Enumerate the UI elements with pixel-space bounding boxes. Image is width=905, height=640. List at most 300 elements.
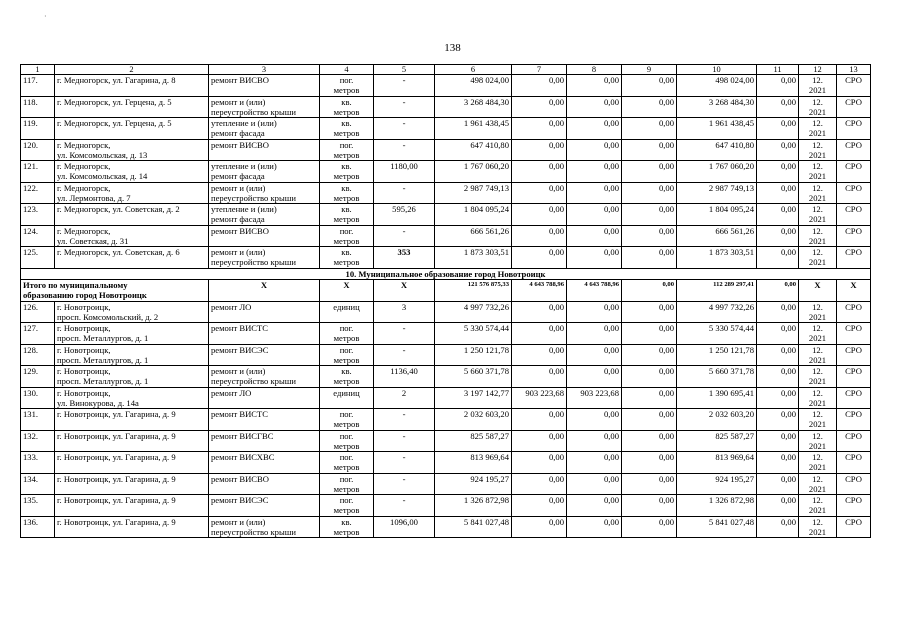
fund-col-10-cell-line: 1 961 438,45 [708,118,754,128]
address-cell-line: г. Медногорск, [57,225,111,236]
total-cost-cell [435,247,512,269]
fund-col-8-cell-line: 0,00 [603,452,619,462]
fund-col-9-cell [622,225,677,247]
row-number-line: 124. [23,225,39,236]
fund-col-10-cell [677,495,757,517]
address-cell [55,430,209,452]
unit-cell-line: пог. [339,452,354,462]
fund-col-11-cell-line: 0,00 [780,247,796,257]
address-cell-line: ул. Комсомольская, д. 13 [57,149,148,160]
fund-col-7-cell [512,247,567,269]
unit-cell-line: пог. [339,323,354,333]
fund-col-7-cell-line: 903 223,68 [525,387,564,398]
term-cell-line: 2021 [808,192,827,203]
unit-cell-line: метров [333,526,360,537]
term-cell-line: 2021 [808,483,827,494]
method-cell [837,161,871,183]
fund-col-8-cell-line: 0,00 [603,96,619,107]
unit-cell [320,323,374,345]
unit-cell-line: пог. [339,495,354,505]
fund-col-11-cell [757,366,799,388]
row-number-line: 128. [23,344,39,355]
fund-col-7-cell [512,387,567,409]
method-cell [837,452,871,474]
row-number [21,366,55,388]
column-number-3: 3 [209,65,320,75]
fund-col-9-cell-line: 0,00 [658,301,674,312]
unit-cell-line: метров [333,257,360,268]
address-cell [55,516,209,538]
fund-col-10-cell [677,473,757,495]
method-cell-line: СРО [845,161,862,171]
method-cell-line: СРО [845,409,862,419]
row-number-line: 127. [23,323,39,333]
work-type-cell-line: ремонт ВИСТС [211,323,269,333]
term-cell-line: 2021 [808,149,827,160]
fund-col-8-cell [567,301,622,323]
total-cost-cell-line: 1 250 121,78 [463,344,509,355]
fund-col-9-cell [622,495,677,517]
term-cell [799,452,837,474]
row-number [21,161,55,183]
unit-cell-line: метров [333,149,360,160]
total-cost-cell-line: 1 326 872,98 [463,495,509,505]
work-type-cell-line: ремонт ВИСЭС [211,495,269,505]
unit-cell-line: метров [333,354,360,365]
table-body [21,65,871,538]
unit-cell-line: кв. [341,118,352,128]
address-cell-line: просп. Металлургов, д. 1 [57,354,149,365]
column-number-13: 13 [837,65,871,75]
fund-col-11-cell-line: 0,00 [780,473,796,484]
column-number-11: 11 [757,65,799,75]
unit-cell-line: пог. [339,473,354,484]
fund-col-8-cell-line: 0,00 [603,301,619,312]
term-cell-line: 12. [812,473,823,484]
unit-cell-line: метров [333,171,360,182]
table-row [21,247,871,269]
address-cell-line: г. Новотроицк, [57,387,111,398]
total-cost-cell [435,118,512,140]
total-x-unit [320,279,374,301]
fund-col-9-cell-line: 0,00 [658,75,674,85]
quantity-cell [374,344,435,366]
row-number-line: 117. [23,75,38,85]
fund-col-8-cell-line: 0,00 [603,118,619,128]
total-cost-cell [435,430,512,452]
fund-col-11-cell [757,452,799,474]
fund-col-7-cell-line: 0,00 [548,247,564,257]
column-number-6: 6 [435,65,512,75]
fund-col-10-cell-line: 498 024,00 [715,75,754,85]
fund-col-7-cell [512,495,567,517]
unit-cell-line: кв. [341,366,352,376]
term-cell-line: 12. [812,96,823,107]
unit-cell-line: метров [333,235,360,246]
fund-col-10-cell [677,344,757,366]
total-x-method-line: X [850,279,857,290]
unit-cell [320,139,374,161]
total-x-term-line: X [814,279,821,290]
fund-col-7-cell [512,301,567,323]
work-type-cell [209,139,320,161]
work-type-cell-line: ремонт ЛО [211,387,252,398]
table-row [21,430,871,452]
work-type-cell-line: переустройство крыши [211,526,296,537]
address-cell-line: ул. Лермонтова, д. 7 [57,192,131,203]
work-type-cell-line: ремонт ВИСВО [211,225,269,236]
address-cell-line: ул. Комсомольская, д. 14 [57,171,148,182]
quantity-cell-line: - [402,344,406,355]
fund-col-11-cell [757,204,799,226]
term-cell-line: 2021 [808,128,827,139]
fund-col-9-cell [622,301,677,323]
fund-col-11-cell-line: 0,00 [780,204,796,214]
fund-col-11-cell [757,75,799,97]
row-number-line: 122. [23,182,39,193]
work-type-cell-line: ремонт ВИСТС [211,409,269,419]
fund-col-7-cell [512,366,567,388]
fund-col-9-cell-line: 0,00 [658,204,674,214]
fund-col-11-cell [757,323,799,345]
fund-col-8-cell [567,430,622,452]
address-cell [55,182,209,204]
fund-col-8-cell-line: 0,00 [603,344,619,355]
term-cell-line: 12. [812,161,823,171]
fund-col-8-cell [567,516,622,538]
fund-col-10-cell [677,118,757,140]
fund-col-11-cell [757,344,799,366]
scan-speck: · [44,12,47,21]
work-type-cell-line: переустройство крыши [211,192,296,203]
fund-col-7-cell-line: 0,00 [548,118,564,128]
total-cost-cell [435,301,512,323]
fund-col-9-cell-line: 0,00 [658,473,674,484]
fund-col-11-cell-line: 0,00 [780,161,796,171]
term-cell-line: 12. [812,182,823,193]
fund-col-9-cell [622,344,677,366]
quantity-cell-line: - [402,118,406,128]
fund-col-10-cell-line: 1 804 095,24 [708,204,754,214]
work-type-cell-line: ремонт фасада [211,214,265,225]
work-type-cell-line: переустройство крыши [211,257,296,268]
total-cost-cell-line: 3 268 484,30 [463,96,509,107]
fund-col-7-cell [512,182,567,204]
fund-col-11-cell [757,473,799,495]
address-cell-line: г. Новотроицк, ул. Гагарина, д. 9 [57,495,176,505]
quantity-cell-line: 1180,00 [390,161,418,171]
address-cell [55,139,209,161]
total-col-10 [677,279,757,301]
fund-col-7-cell-line: 0,00 [548,96,564,107]
quantity-cell [374,182,435,204]
method-cell [837,387,871,409]
table-row [21,409,871,431]
term-cell-line: 2021 [808,311,827,322]
work-type-cell [209,495,320,517]
method-cell [837,204,871,226]
row-number [21,301,55,323]
column-number-12: 12 [799,65,837,75]
unit-cell-line: единиц [333,387,360,398]
term-cell-line: 2021 [808,171,827,182]
fund-col-7-cell-line: 0,00 [548,516,564,527]
total-cost-cell [435,516,512,538]
row-number-line: 135. [23,495,39,505]
total-x-qty [374,279,435,301]
fund-col-8-cell [567,473,622,495]
term-cell-line: 12. [812,225,823,236]
total-x-work [209,279,320,301]
unit-cell-line: пог. [339,430,354,441]
fund-col-8-cell [567,323,622,345]
fund-col-7-cell [512,409,567,431]
fund-col-10-cell-line: 3 268 484,30 [708,96,754,107]
fund-col-11-cell-line: 0,00 [780,225,796,236]
fund-col-7-cell [512,204,567,226]
row-number [21,430,55,452]
fund-col-11-cell [757,161,799,183]
table-row [21,118,871,140]
total-cost-cell-line: 647 410,80 [470,139,509,150]
fund-col-7-cell [512,225,567,247]
quantity-cell [374,516,435,538]
total-cost-cell [435,366,512,388]
term-cell-line: 12. [812,204,823,214]
total-x-term [799,279,837,301]
fund-col-9-cell-line: 0,00 [658,366,674,376]
method-cell [837,344,871,366]
work-type-cell [209,225,320,247]
fund-col-11-cell [757,387,799,409]
method-cell [837,473,871,495]
work-type-cell-line: ремонт фасада [211,128,265,139]
fund-col-9-cell-line: 0,00 [658,387,674,398]
term-cell [799,366,837,388]
quantity-cell-line: - [402,182,406,193]
term-cell-line: 2021 [808,333,827,344]
fund-col-11-cell [757,139,799,161]
quantity-cell-line: 1136,40 [390,366,418,376]
row-number-line: 126. [23,301,39,312]
fund-col-8-cell-line: 0,00 [603,225,619,236]
unit-cell [320,161,374,183]
quantity-cell-line: - [402,430,406,441]
method-cell [837,516,871,538]
fund-col-8-cell [567,452,622,474]
unit-cell-line: метров [333,85,360,96]
unit-cell-line: метров [333,376,360,387]
fund-col-7-cell-line: 0,00 [548,323,564,333]
quantity-cell [374,75,435,97]
term-cell-line: 12. [812,409,823,419]
column-number-8: 8 [567,65,622,75]
total-cost-cell-line: 4 997 732,26 [463,301,509,312]
term-cell-line: 12. [812,301,823,312]
fund-col-9-cell-line: 0,00 [658,409,674,419]
fund-col-7-cell-line: 0,00 [548,430,564,441]
fund-col-7-cell [512,96,567,118]
total-cost-cell [435,225,512,247]
address-cell [55,344,209,366]
unit-cell-line: метров [333,214,360,225]
municipal-total-row [21,279,871,301]
unit-cell [320,516,374,538]
address-cell [55,387,209,409]
work-type-cell-line: утепление и (или) [211,161,277,171]
term-cell [799,473,837,495]
unit-cell-line: кв. [341,204,352,214]
table-row [21,452,871,474]
fund-col-11-cell-line: 0,00 [780,139,796,150]
column-number-4: 4 [320,65,374,75]
row-number-line: 130. [23,387,39,398]
total-cost-cell [435,182,512,204]
term-cell-line: 2021 [808,526,827,537]
total-cost-cell-line: 666 561,26 [470,225,509,236]
fund-col-11-cell-line: 0,00 [780,409,796,419]
quantity-cell-line: 2 [401,387,407,398]
unit-cell-line: кв. [341,182,352,193]
unit-cell-line: кв. [341,96,352,107]
unit-cell-line: метров [333,440,360,451]
table-row [21,366,871,388]
term-cell [799,225,837,247]
address-cell [55,301,209,323]
total-x-unit-line: X [343,279,350,290]
quantity-cell-line: - [402,409,406,419]
total-cost-cell-line: 5 660 371,78 [463,366,509,376]
work-type-cell [209,323,320,345]
fund-col-11-cell-line: 0,00 [780,182,796,193]
address-cell [55,161,209,183]
address-cell-line: г. Медногорск, ул. Гагарина, д. 8 [57,75,176,85]
unit-cell [320,75,374,97]
row-number-line: 132. [23,430,39,441]
row-number [21,225,55,247]
quantity-cell [374,495,435,517]
fund-col-7-cell-line: 0,00 [548,182,564,193]
quantity-cell [374,452,435,474]
total-cost-sum [435,279,512,301]
table-row [21,139,871,161]
total-cost-cell [435,495,512,517]
fund-col-7-cell [512,323,567,345]
fund-col-10-cell [677,247,757,269]
quantity-cell-line: 1096,00 [390,516,418,527]
row-number-line: 120. [23,139,39,150]
fund-col-7-cell [512,430,567,452]
method-cell [837,96,871,118]
total-cost-cell-line: 924 195,27 [470,473,509,484]
fund-col-10-cell [677,204,757,226]
term-cell-line: 2021 [808,397,827,408]
term-cell-line: 2021 [808,440,827,451]
work-type-cell [209,301,320,323]
work-type-cell-line: переустройство крыши [211,376,296,387]
fund-col-10-cell-line: 1 250 121,78 [708,344,754,355]
address-cell [55,118,209,140]
fund-col-10-cell-line: 4 997 732,26 [708,301,754,312]
fund-col-9-cell [622,204,677,226]
unit-cell-line: пог. [339,139,354,150]
quantity-cell [374,301,435,323]
work-type-cell-line: ремонт ВИСГВС [211,430,274,441]
work-type-cell-line: ремонт фасада [211,171,265,182]
address-cell-line: г. Новотроицк, ул. Гагарина, д. 9 [57,516,176,527]
row-number-line: 134. [23,473,39,484]
fund-col-10-cell [677,430,757,452]
total-col-7 [512,279,567,301]
term-cell-line: 12. [812,247,823,257]
fund-col-10-cell-line: 5 841 027,48 [708,516,754,527]
row-number-line: 133. [23,452,39,462]
address-cell-line: г. Медногорск, [57,161,111,171]
table-row [21,225,871,247]
total-cost-cell [435,344,512,366]
work-type-cell-line: ремонт и (или) [211,247,266,257]
row-number-line: 119. [23,118,38,128]
fund-col-8-cell-line: 0,00 [603,409,619,419]
total-col-11-line: 0,00 [784,280,796,288]
page-number: 138 [444,42,461,54]
fund-col-7-cell [512,344,567,366]
address-cell-line: г. Медногорск, ул. Герцена, д. 5 [57,118,172,128]
method-cell-line: СРО [845,247,862,257]
fund-col-9-cell-line: 0,00 [658,344,674,355]
fund-col-11-cell-line: 0,00 [780,430,796,441]
fund-col-10-cell-line: 825 587,27 [715,430,754,441]
method-cell-line: СРО [845,118,862,128]
fund-col-11-cell [757,96,799,118]
fund-col-10-cell [677,96,757,118]
fund-col-7-cell-line: 0,00 [548,409,564,419]
method-cell [837,225,871,247]
row-number [21,204,55,226]
term-cell-line: 12. [812,75,823,85]
fund-col-8-cell [567,161,622,183]
unit-cell-line: метров [333,192,360,203]
fund-col-11-cell-line: 0,00 [780,452,796,462]
term-cell-line: 12. [812,118,823,128]
method-cell-line: СРО [845,495,862,505]
address-cell-line: г. Новотроицк, [57,344,111,355]
unit-cell [320,182,374,204]
fund-col-8-cell-line: 903 223,68 [580,387,619,398]
fund-col-11-cell-line: 0,00 [780,301,796,312]
total-cost-cell-line: 2 032 603,20 [463,409,509,419]
unit-cell-line: метров [333,106,360,117]
fund-col-8-cell [567,139,622,161]
work-type-cell [209,204,320,226]
fund-col-7-cell [512,473,567,495]
fund-col-11-cell-line: 0,00 [780,75,796,85]
total-x-qty-line: X [400,279,408,290]
quantity-cell [374,473,435,495]
fund-col-7-cell-line: 0,00 [548,301,564,312]
work-type-cell [209,452,320,474]
total-col-9 [622,279,677,301]
quantity-cell-line: 353 [397,247,411,257]
unit-cell-line: пог. [339,75,354,85]
address-cell-line: просп. Комсомольский, д. 2 [57,311,159,322]
address-cell [55,409,209,431]
table-row [21,387,871,409]
quantity-cell [374,96,435,118]
fund-col-8-cell [567,204,622,226]
fund-col-11-cell [757,516,799,538]
row-number-line: 118. [23,96,38,107]
